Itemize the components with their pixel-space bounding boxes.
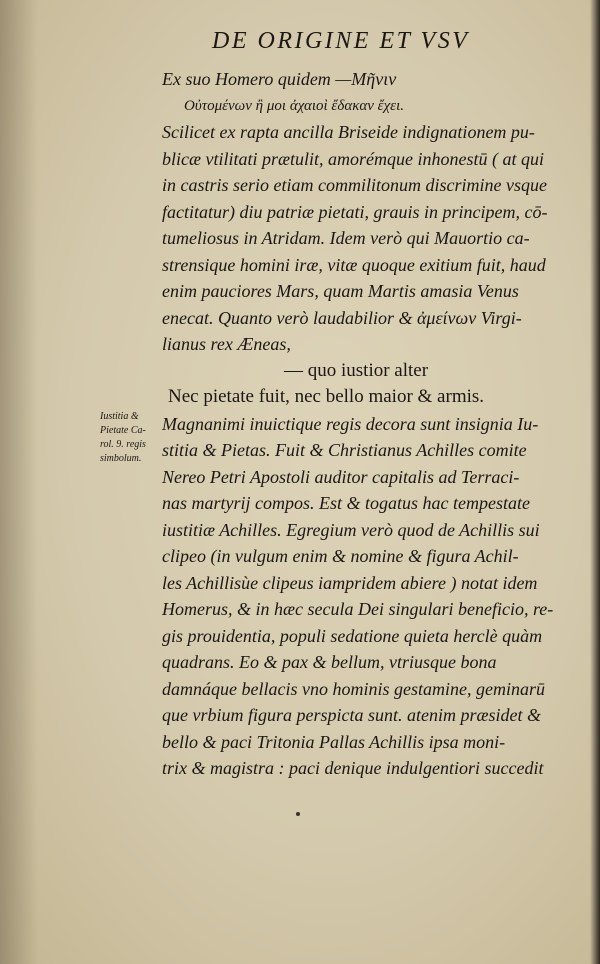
body-text [162, 66, 580, 782]
verse-line: Nec pietate fuit, nec bello maior & armis. [168, 386, 485, 407]
text-line: enecat. Quanto verò laudabilior & ἀμείνων Virgi- [162, 307, 522, 328]
text-line: factitatur) diu patriæ pietati, grauis in principem, cō- [162, 201, 548, 222]
verse-line: — quo iustior alter [284, 359, 429, 381]
margin-note-line: simbolum. [100, 453, 142, 464]
text-line: in castris serio etiam commilitonum discrimine vsque [162, 175, 547, 195]
text-line: Scilicet ex rapta ancilla Briseide indignationem pu- [162, 122, 535, 142]
text-line: stitia & Pietas. Fuit & Christianus Achilles comite [162, 440, 527, 460]
text-line: les Achillisùe clipeus iampridem abiere ) notat idem [162, 572, 538, 593]
text-line: gis prouidentia, populi sedatione quieta herclè quàm [162, 625, 543, 646]
text-line: Nereo Petri Apostoli auditor capitalis ad Terraci- [162, 466, 520, 487]
greek-line: Οὐτομένων ἢ μοι ἀχαιοὶ ἔδακαν ἔχει. [184, 97, 405, 114]
text-line: trix & magistra : paci denique indulgentiori succedit [162, 758, 544, 778]
gutter-shadow [0, 0, 38, 964]
text-line: enim pauciores Mars, quam Martis amasia Venus [162, 281, 519, 301]
text-line: blicæ vtilitati prætulit, amorémque inhonestū ( at qui [162, 148, 544, 169]
text-line: clipeo (in vulgum enim & nomine & figura Achil- [162, 546, 519, 566]
page-mark [296, 812, 300, 816]
margin-note-line: rol. 9. regis [100, 439, 146, 450]
margin-note-line: Pietate Ca- [100, 425, 146, 436]
text-line: Homerus, & in hæc secula Dei singulari beneficio, re- [162, 599, 554, 619]
text-line: que vrbium figura perspicta sunt. atenim præsidet & [162, 705, 541, 725]
text-line: tumeliosus in Atridam. Idem verò qui Mauortio ca- [162, 228, 530, 248]
text-line: nas martyrij compos. Est & togatus hac tempestate [162, 493, 530, 513]
running-head: DE ORIGINE ET VSV [212, 28, 470, 54]
text-line: bello & paci Tritonia Pallas Achillis ipsa moni- [162, 731, 506, 752]
text-line: quadrans. Eo & pax & bellum, vtriusque bona [162, 652, 497, 672]
page-edge [590, 0, 600, 964]
text-line: strensique homini iræ, vitæ quoque exitium fuit, haud [162, 254, 546, 275]
margin-note [100, 410, 162, 466]
text-line: damnáque bellacis vno hominis gestamine, geminarū [162, 678, 545, 699]
text-line: Magnanimi inuictique regis decora sunt insignia Iu- [162, 413, 539, 434]
text-line: Ex suo Homero quidem —Μῆνιν [162, 69, 397, 89]
text-line: iustitiæ Achilles. Egregium verò quod de Achillis sui [162, 519, 540, 540]
margin-note-line: Iustitia & [100, 411, 139, 422]
text-line: lianus rex Æneas, [162, 334, 291, 354]
